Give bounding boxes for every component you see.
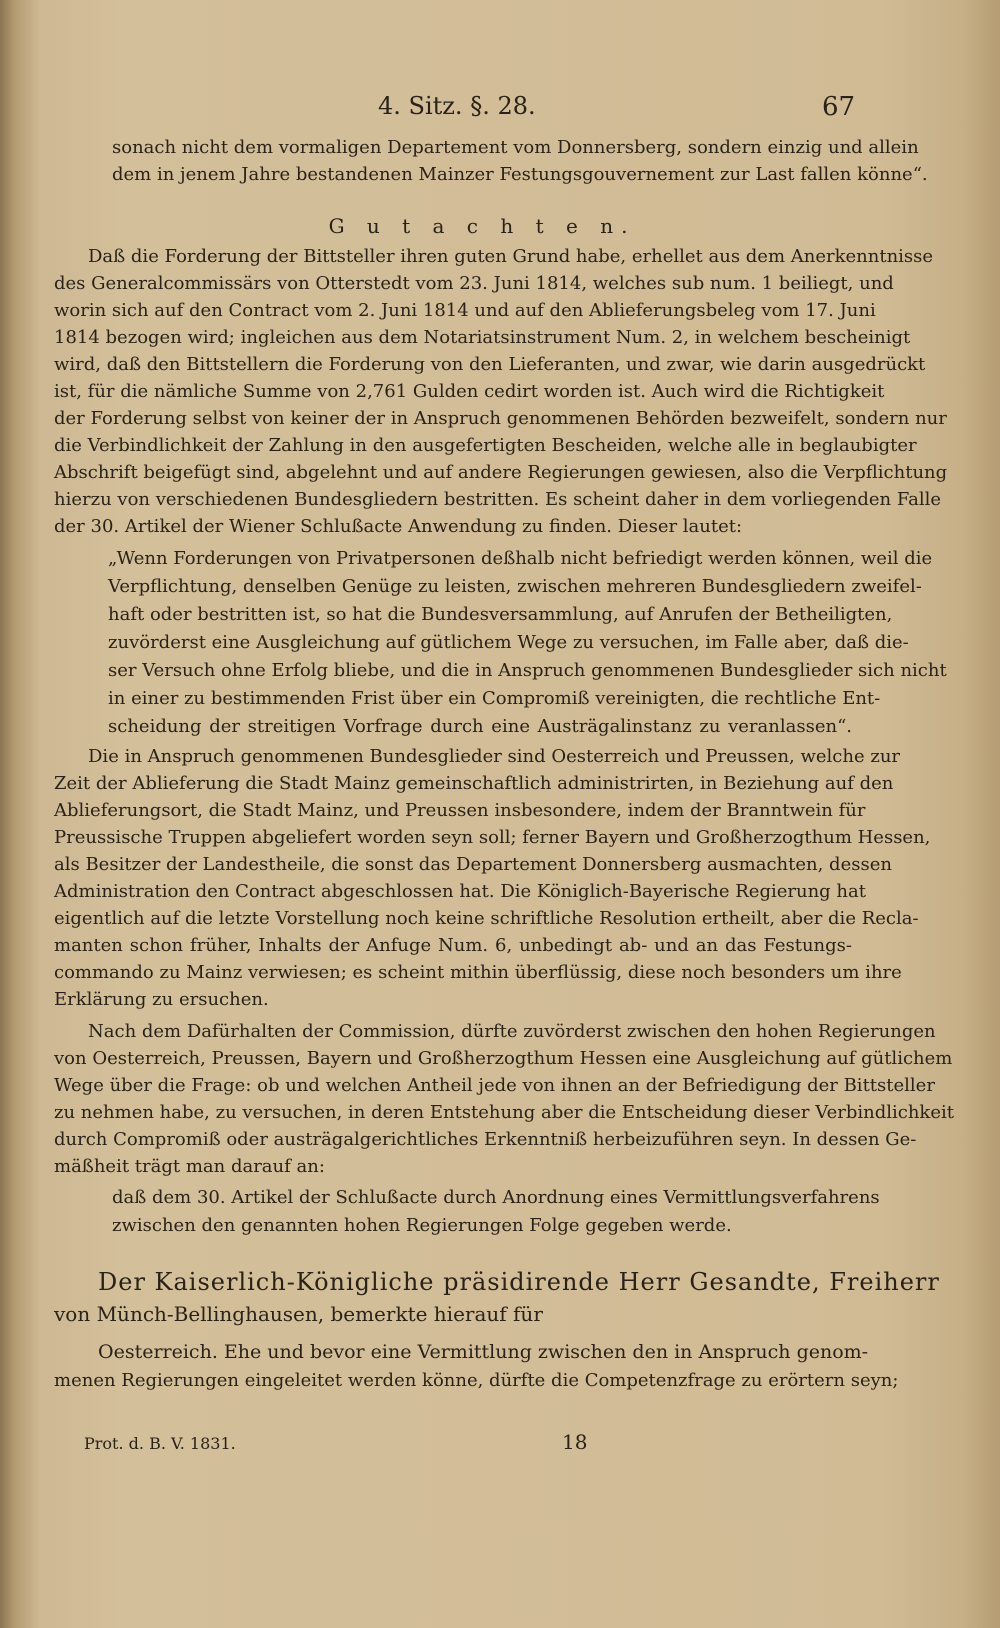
text-line: Oesterreich. Ehe und bevor eine Vermittlung zwischen den in Anspruch genom- [98,1341,869,1363]
text-line: zu nehmen habe, zu versuchen, in deren Entstehung aber die Entscheidung dieser Verbindlichkeit [54,1102,954,1123]
text-line: Preussische Truppen abgeliefert worden seyn soll; ferner Bayern und Großherzogthum Hessen, [54,827,931,848]
text-line: wird, daß den Bittstellern die Forderung von den Lieferanten, und zwar, wie darin ausgedrückt [54,354,926,375]
text-line: worin sich auf den Contract vom 2. Juni 1814 und auf den Ablieferungsbeleg vom 17. Juni [54,300,876,321]
text-line: 1814 bezogen wird; ingleichen aus dem Notariatsinstrument Num. 2, in welchem bescheinigt [54,327,911,348]
text-line: Ablieferungsort, die Stadt Mainz, und Preussen insbesondere, indem der Branntwein für [54,800,866,821]
proposal-line: daß dem 30. Artikel der Schlußacte durch Anordnung eines Vermittlungsverfahrens [112,1187,880,1208]
text-line: sonach nicht dem vormaligen Departement vom Donnersberg, sondern einzig und allein [112,137,919,158]
text-line: eigentlich auf die letzte Vorstellung noch keine schriftliche Resolution ertheilt, aber die Recla- [54,908,919,929]
text-line: commando zu Mainz verwiesen; es scheint mithin überflüssig, diese noch besonders um ihre [54,962,902,983]
text-line: manten schon früher, Inhalts der Anfuge Num. 6, unbedingt ab- und an das Festungs- [54,935,852,956]
text-line: ist, für die nämliche Summe von 2,761 Gulden cedirt worden ist. Auch wird die Richtigkeit [54,381,885,402]
quote-line: haft oder bestritten ist, so hat die Bundesversammlung, auf Anrufen der Betheiligten, [108,604,893,625]
quote-line: scheidung der streitigen Vorfrage durch eine Austrägalinstanz zu veranlassen“. [108,716,852,737]
text-line: durch Compromiß oder austrägalgerichtliches Erkenntniß herbeizuführen seyn. In dessen Ge- [54,1129,917,1150]
text-line: Zeit der Ablieferung die Stadt Mainz gemeinschaftlich administrirten, in Beziehung auf den [54,773,894,794]
text-line: mäßheit trägt man darauf an: [54,1156,325,1177]
footer-protocol-ref: Prot. d. B. V. 1831. [84,1434,236,1453]
text-line: der Forderung selbst von keiner der in Anspruch genommenen Behörden bezweifelt, sondern nur [54,408,947,429]
text-line: die Verbindlichkeit der Zahlung in den ausgefertigten Bescheiden, welche alle in beglaubigter [54,435,917,456]
text-line: menen Regierungen eingeleitet werden könne, dürfte die Competenzfrage zu erörtern seyn; [54,1370,899,1391]
text-line: Die in Anspruch genommenen Bundesglieder sind Oesterreich und Preussen, welche zur [88,746,901,767]
quote-line: „Wenn Forderungen von Privatpersonen deßhalb nicht befriedigt werden können, weil die [108,548,933,569]
text-line: Erklärung zu ersuchen. [54,989,269,1010]
quote-line: ser Versuch ohne Erfolg bliebe, und die in Anspruch genommenen Bundesglieder sich nicht [108,660,947,681]
quote-line: in einer zu bestimmenden Frist über ein Compromiß vereinigten, die rechtliche Ent- [108,688,881,709]
section-heading: G u t a c h t e n. [328,214,636,238]
text-line: von Oesterreich, Preussen, Bayern und Großherzogthum Hessen eine Ausgleichung auf gütlichem [54,1048,953,1069]
text-line: hierzu von verschiedenen Bundesgliedern bestritten. Es scheint daher in dem vorliegenden Falle [54,489,942,510]
text-line: als Besitzer der Landestheile, die sonst das Departement Donnersberg ausmachten, dessen [54,854,892,875]
text-line: dem in jenem Jahre bestandenen Mainzer Festungsgouvernement zur Last fallen könne“. [112,164,928,185]
speaker-line: von Münch-Bellinghausen, bemerkte hierauf für [54,1302,543,1326]
quote-line: zuvörderst eine Ausgleichung auf gütlichem Wege zu versuchen, im Falle aber, daß die- [108,632,909,653]
text-line: des Generalcommissärs von Otterstedt vom 23. Juni 1814, welches sub num. 1 beiliegt, und [54,273,894,294]
speaker-line: Der Kaiserlich-Königliche präsidirende Herr Gesandte, Freiherr [98,1268,940,1296]
text-line: Wege über die Frage: ob und welchen Antheil jede von ihnen an der Befriedigung der Bittsteller [54,1075,935,1096]
text-line: Nach dem Dafürhalten der Commission, dürfte zuvörderst zwischen den hohen Regierungen [88,1021,936,1042]
text-line: Abschrift beigefügt sind, abgelehnt und auf andere Regierungen gewiesen, also die Verpflichtung [54,462,948,483]
footer-signature: 18 [562,1430,588,1454]
proposal-line: zwischen den genannten hohen Regierungen Folge gegeben werde. [112,1215,732,1236]
text-line: Administration den Contract abgeschlossen hat. Die Königlich-Bayerische Regierung hat [54,881,866,902]
page-header [0,92,1000,124]
page-number: 67 [822,92,856,122]
text-line: Daß die Forderung der Bittsteller ihren guten Grund habe, erhellet aus dem Anerkenntnisse [88,246,934,267]
quote-line: Verpflichtung, denselben Genüge zu leisten, zwischen mehreren Bundesgliedern zweifel- [108,576,922,597]
text-line: der 30. Artikel der Wiener Schlußacte Anwendung zu finden. Dieser lautet: [54,516,743,537]
running-head: 4. Sitz. §. 28. [378,92,536,120]
